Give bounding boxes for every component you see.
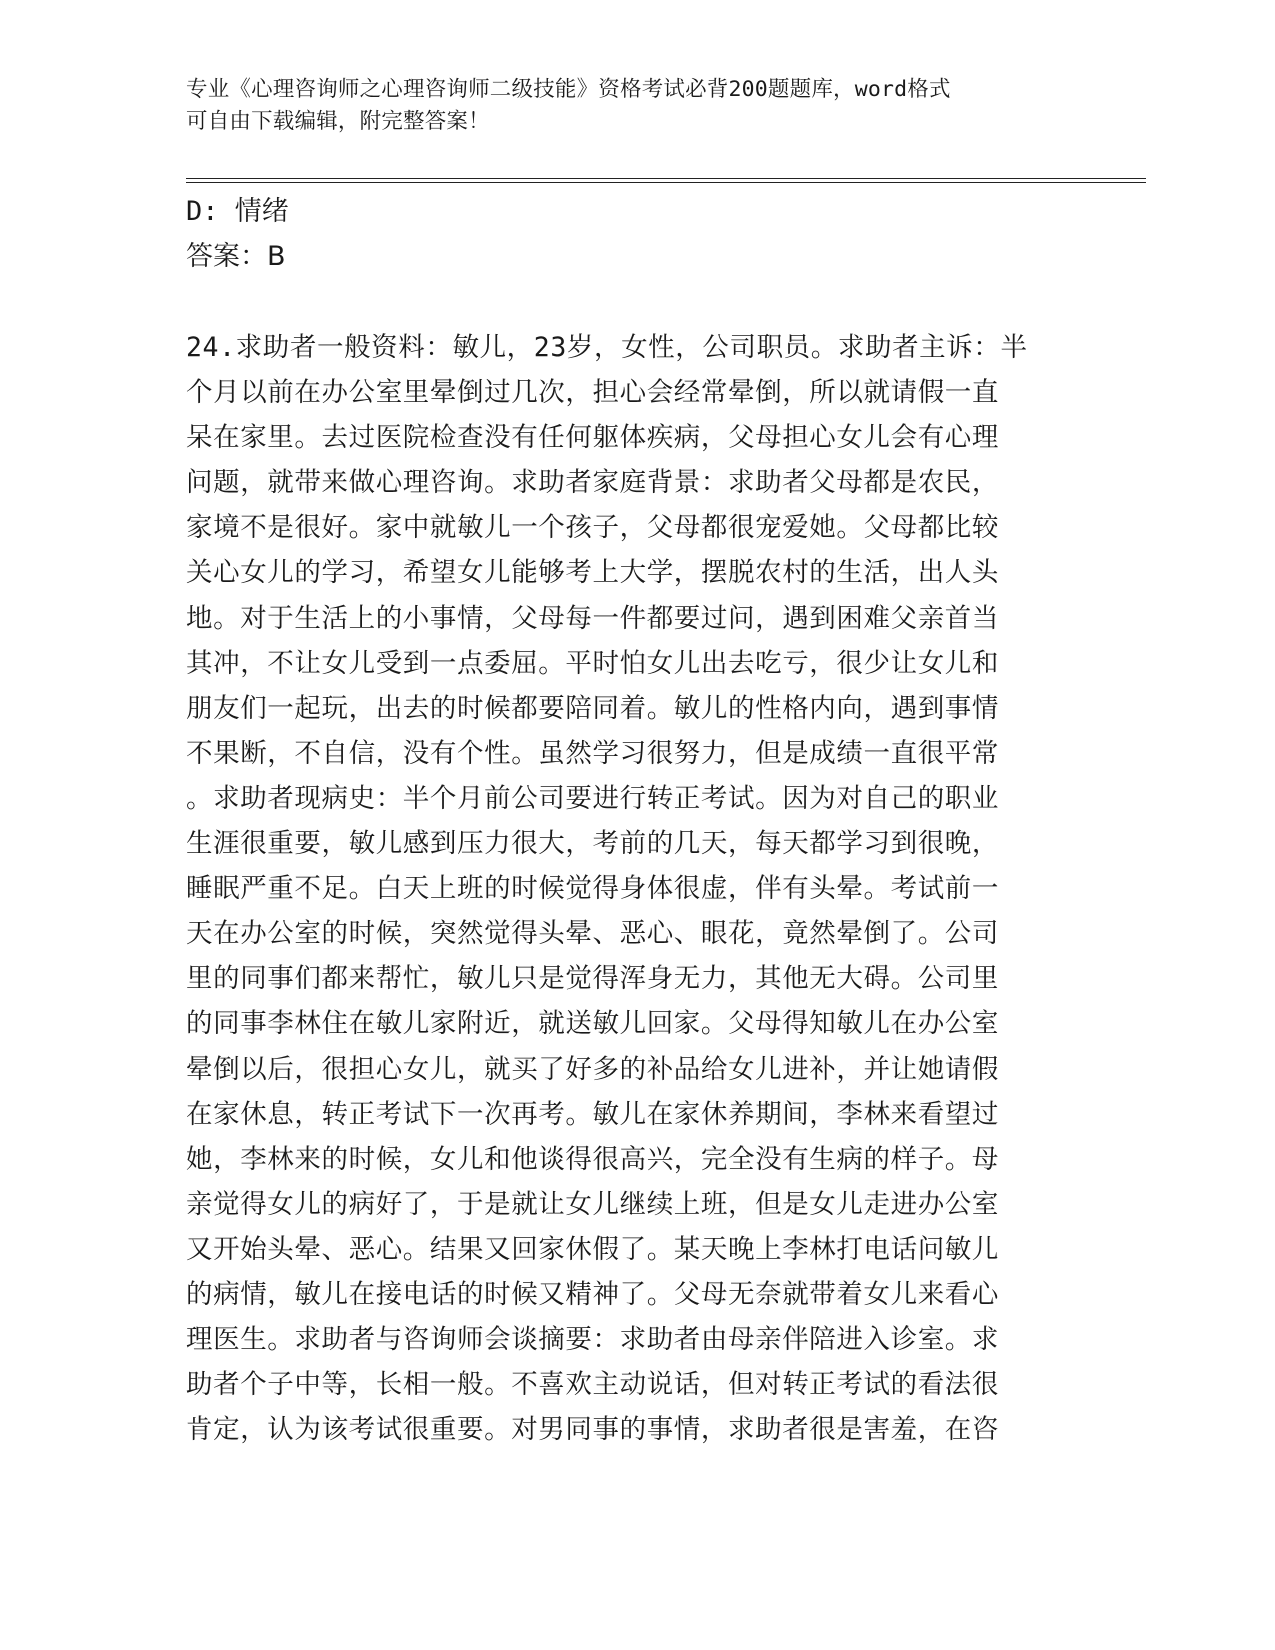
- question-line: 个月以前在办公室里晕倒过几次，担心会经常晕倒，所以就请假一直: [186, 377, 999, 409]
- question-line: 的同事李林住在敏儿家附近，就送敏儿回家。父母得知敏儿在办公室: [186, 1008, 999, 1040]
- question-line: 其冲，不让女儿受到一点委屈。平时怕女儿出去吃亏，很少让女儿和: [186, 647, 999, 679]
- header-divider-bottom: [186, 182, 1146, 183]
- question-line: 肯定，认为该考试很重要。对男同事的事情，求助者很是害羞，在咨: [186, 1414, 999, 1446]
- question-line: 的病情，敏儿在接电话的时候又精神了。父母无奈就带着女儿来看心: [186, 1278, 999, 1310]
- question-line: 又开始头晕、恶心。结果又回家休假了。某天晚上李林打电话问敏儿: [186, 1233, 999, 1265]
- question-line: 她，李林来的时候，女儿和他谈得很高兴，完全没有生病的样子。母: [186, 1143, 999, 1175]
- answer-line: 答案：B: [186, 241, 286, 272]
- question-line: 生涯很重要，敏儿感到压力很大，考前的几天，每天都学习到很晚，: [186, 828, 999, 860]
- question-line: 天在办公室的时候，突然觉得头晕、恶心、眼花，竟然晕倒了。公司: [186, 918, 999, 950]
- question-line: 理医生。求助者与咨询师会谈摘要：求助者由母亲伴陪进入诊室。求: [186, 1324, 999, 1356]
- question-line: 关心女儿的学习，希望女儿能够考上大学，摆脱农村的生活，出人头: [186, 557, 999, 589]
- question-line: 朋友们一起玩，出去的时候都要陪同着。敏儿的性格内向，遇到事情: [186, 692, 999, 724]
- question-line: 问题，就带来做心理咨询。求助者家庭背景：求助者父母都是农民，: [186, 467, 999, 499]
- header-line-2: 可自由下载编辑，附完整答案！: [186, 109, 490, 134]
- question-line: 。求助者现病史：半个月前公司要进行转正考试。因为对自己的职业: [186, 782, 999, 814]
- question-24-body: [186, 325, 1086, 1452]
- question-line: 亲觉得女儿的病好了，于是就让女儿继续上班，但是女儿走进办公室: [186, 1188, 999, 1220]
- question-line: 24.求助者一般资料：敏儿，23岁，女性，公司职员。求助者主诉：半: [186, 332, 1028, 363]
- question-line: 不果断，不自信，没有个性。虽然学习很努力，但是成绩一直很平常: [186, 737, 999, 769]
- header-divider-top: [186, 178, 1146, 179]
- question-line: 助者个子中等，长相一般。不喜欢主动说话，但对转正考试的看法很: [186, 1369, 999, 1401]
- question-line: 睡眠严重不足。白天上班的时候觉得身体很虚，伴有头晕。考试前一: [186, 873, 999, 905]
- question-line: 晕倒以后，很担心女儿，就买了好多的补品给女儿进补，并让她请假: [186, 1053, 999, 1085]
- question-line: 里的同事们都来帮忙，敏儿只是觉得浑身无力，其他无大碍。公司里: [186, 963, 999, 995]
- header-line-1: 专业《心理咨询师之心理咨询师二级技能》资格考试必背200题题库，word格式: [186, 77, 951, 102]
- question-line: 地。对于生活上的小事情，父母每一件都要过问，遇到困难父亲首当: [186, 602, 999, 634]
- question-line: 呆在家里。去过医院检查没有任何躯体疾病，父母担心女儿会有心理: [186, 422, 999, 454]
- question-line: 在家休息，转正考试下一次再考。敏儿在家休养期间，李林来看望过: [186, 1098, 999, 1130]
- option-d: D: 情绪: [186, 196, 289, 227]
- question-line: 家境不是很好。家中就敏儿一个孩子，父母都很宠爱她。父母都比较: [186, 512, 999, 544]
- page-header: [186, 74, 1046, 138]
